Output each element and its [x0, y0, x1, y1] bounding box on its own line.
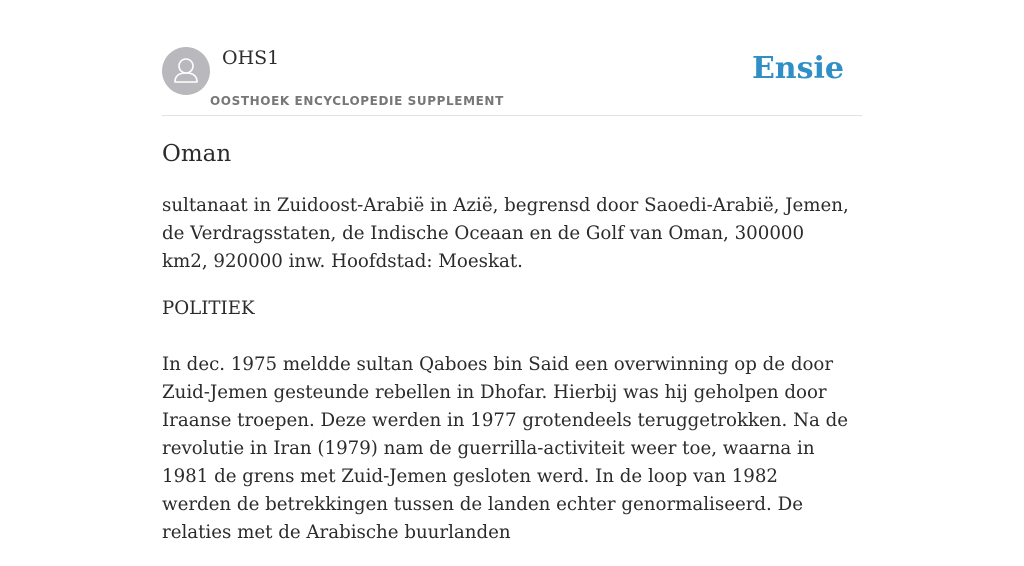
article-title: Oman	[162, 141, 232, 167]
user-name[interactable]: OHS1	[222, 47, 280, 69]
source-name[interactable]: OOSTHOEK ENCYCLOPEDIE SUPPLEMENT	[210, 94, 504, 108]
ensie-logo-link[interactable]: Ensie	[751, 51, 844, 86]
article-intro: sultanaat in Zuidoost-Arabië in Azië, begrensd door Saoedi-Arabië, Jemen, de Verdragsstaten, de Indische Oceaan en de Golf van Oman, 300000 km2, 920000 inw. Hoofdstad: Moeskat.	[162, 195, 849, 272]
article	[162, 138, 852, 566]
article-body: In dec. 1975 meldde sultan Qaboes bin Said een overwinning op de door Zuid-Jemen gesteunde rebellen in Dhofar. Hierbij was hij geholpen door Iraanse troepen. Deze werden in 1977 grotendeels teruggetrokken. Na de revolutie in Iran (1979) nam de guerrilla-activiteit weer toe, waarna in 1981 de grens met Zuid-Jemen gesloten werd. In de loop van 1982 werden de betrekkingen tussen de landen echter genormaliseerd. De relaties met de Arabische buurlanden	[162, 354, 849, 543]
entry-header	[162, 46, 862, 116]
user-avatar-icon[interactable]	[162, 47, 210, 95]
section-heading: POLITIEK	[162, 298, 255, 319]
